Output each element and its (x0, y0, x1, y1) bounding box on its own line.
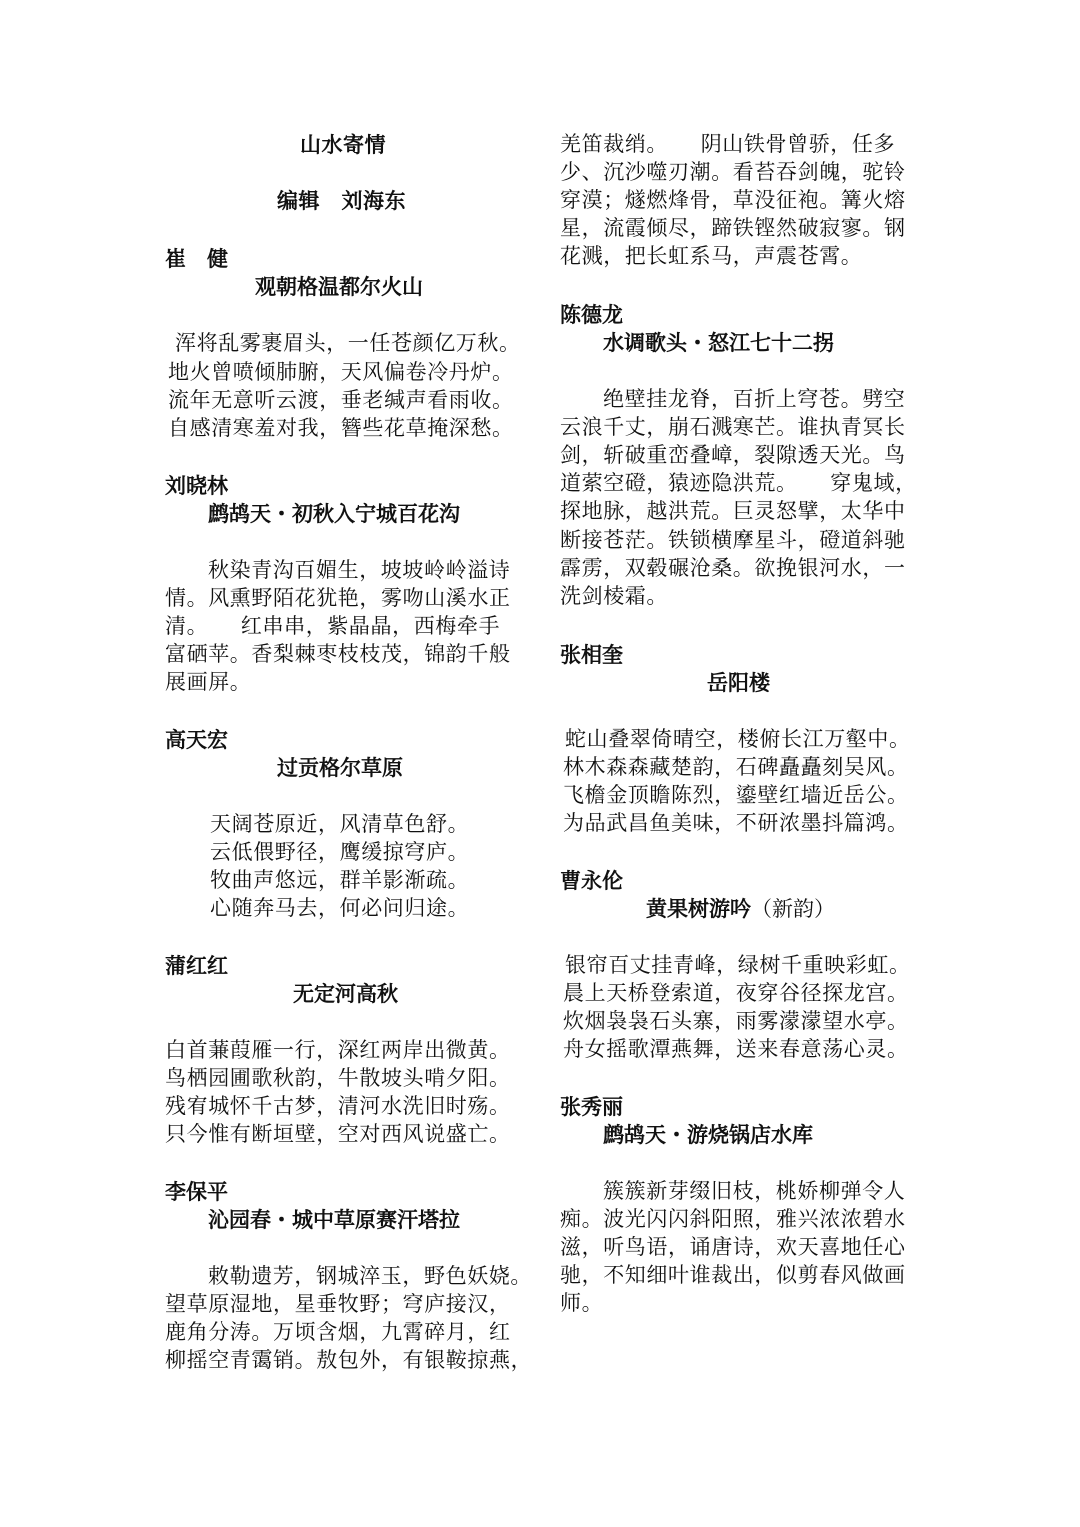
poem-line: 穿漠；燧燃烽骨，草没征袍。篝火熔 (560, 188, 906, 212)
poem-title: 水调歌头・怒江七十二拐 (603, 330, 834, 355)
poem-line: 敕勒遗芳，钢城淬玉，野色妖娆。 (208, 1264, 532, 1288)
poem-line: 清。 红串串，紫晶晶，西梅牵手 (165, 614, 501, 638)
poem-line: 少、沉沙噬刃潮。看苔吞剑魄，驼铃 (560, 160, 906, 184)
poem-title-note: （新韵） (751, 897, 835, 921)
poem-line: 展画屏。 (165, 670, 252, 694)
poem-line: 滋，听鸟语，诵唐诗，欢天喜地任心 (560, 1235, 906, 1259)
poem-line: 探地脉，越洪荒。巨灵怒擘，太华中 (560, 499, 906, 523)
poem-title (646, 898, 835, 920)
poem-line: 羌笛裁绡。 阴山铁骨曾骄，任多 (560, 132, 896, 156)
document-title: 山水寄情 (300, 132, 386, 157)
poem-line: 炊烟袅袅石头寨，雨雾濛濛望水亭。 (563, 1009, 909, 1033)
poem-line: 望草原湿地，星垂牧野；穹庐接汉， (165, 1292, 511, 1316)
poem-line: 蛇山叠翠倚晴空，楼俯长江万壑中。 (565, 727, 911, 751)
poem-line: 柳摇空青霭销。敖包外，有银鞍掠燕， (165, 1348, 533, 1372)
poem-author: 蒲红红 (165, 953, 228, 978)
poem-title: 沁园春・城中草原赛汗塔拉 (208, 1207, 460, 1232)
poem-author: 张秀丽 (560, 1094, 623, 1119)
poem-line: 云浪千丈，崩石溅寒芒。谁执青冥长 (560, 415, 906, 439)
poem-line: 舟女摇歌潭燕舞，送来春意荡心灵。 (563, 1037, 909, 1061)
poem-line: 自感清寒羞对我，簪些花草掩深愁。 (168, 416, 514, 440)
poem-line: 飞檐金顶瞻陈烈，鎏壁红墙近岳公。 (563, 783, 909, 807)
poem-line: 天阔苍原近，风清草色舒。 (210, 812, 470, 836)
poem-line: 断接苍茫。铁锁横摩星斗，磴道斜驰 (560, 528, 906, 552)
poem-line: 道萦空磴，猿迹隐洪荒。 穿鬼域， (560, 471, 917, 495)
poem-line: 富硒苹。香梨棘枣枝枝茂，锦韵千般 (165, 642, 511, 666)
poem-author: 李保平 (165, 1179, 228, 1204)
poem-title: 无定河高秋 (293, 981, 398, 1006)
poem-line: 林木森森藏楚韵，石碑矗矗刻吴风。 (563, 755, 909, 779)
poem-line: 残宥城怀千古梦，清河水洗旧时殇。 (165, 1094, 511, 1118)
poem-title: 岳阳楼 (707, 670, 770, 695)
poem-line: 流年无意听云渡，垂老缄声看雨收。 (168, 388, 514, 412)
poem-author: 曹永伦 (560, 868, 623, 893)
poem-line: 浑将乱雾裹眉头，一任苍颜亿万秋。 (175, 331, 521, 355)
poem-line: 花溅，把长虹系马，声震苍霄。 (560, 244, 863, 268)
poem-author: 高天宏 (165, 727, 228, 752)
poem-line: 秋染青沟百媚生，坡坡岭岭溢诗 (208, 558, 511, 582)
poem-author: 刘晓林 (165, 473, 228, 498)
poem-line: 簇簇新芽缀旧枝，桃娇柳弹令人 (603, 1179, 906, 1203)
poem-line: 剑，斩破重峦叠嶂，裂隙透天光。鸟 (560, 443, 906, 467)
poem-line: 鹿角分涛。万顷含烟，九霄碎月，红 (165, 1320, 511, 1344)
poem-line: 银帘百丈挂青峰，绿树千重映彩虹。 (565, 953, 911, 977)
poem-line: 白首蒹葭雁一行，深红两岸出微黄。 (165, 1038, 511, 1062)
poem-title: 观朝格温都尔火山 (255, 274, 423, 299)
poem-line: 云低偎野径，鹰缓掠穹庐。 (210, 840, 470, 864)
poem-line: 为品武昌鱼美味，不研浓墨抖篇鸿。 (563, 811, 909, 835)
poem-line: 情。风熏野陌花犹艳，雾吻山溪水正 (165, 586, 511, 610)
poem-line: 只今惟有断垣壁，空对西风说盛亡。 (165, 1122, 511, 1146)
poem-line: 洗剑棱霜。 (560, 584, 668, 608)
poem-author: 陈德龙 (560, 302, 623, 327)
poem-title: 鹧鸪天・游烧锅店水库 (603, 1122, 813, 1147)
poem-line: 痴。波光闪闪斜阳照，雅兴浓浓碧水 (560, 1207, 906, 1231)
poem-line: 晨上天桥登索道，夜穿谷径探龙宫。 (563, 981, 909, 1005)
poem-line: 地火曾喷倾肺腑，天风偏卷冷丹炉。 (168, 360, 514, 384)
poem-line: 牧曲声悠远，群羊影渐疏。 (210, 868, 470, 892)
poem-author: 张相奎 (560, 642, 623, 667)
poem-title: 过贡格尔草原 (277, 755, 403, 780)
poem-line: 驰，不知细叶谁裁出，似剪春风做画 (560, 1263, 906, 1287)
poem-title: 鹧鸪天・初秋入宁城百花沟 (208, 501, 460, 526)
poem-line: 星，流霞倾尽，蹄铁铿然破寂寥。钢 (560, 216, 906, 240)
poem-line: 霹雳，双毂碾沧桑。欲挽银河水，一 (560, 556, 906, 580)
poem-line: 绝壁挂龙脊，百折上穹苍。劈空 (603, 387, 906, 411)
poem-line: 鸟栖园圃歌秋韵，牛散坡头啃夕阳。 (165, 1066, 511, 1090)
poem-line: 心随奔马去，何必问归途。 (210, 896, 470, 920)
poem-line: 师。 (560, 1291, 604, 1315)
editor-credit: 编辑 刘海东 (277, 188, 406, 213)
poem-author: 崔 健 (165, 246, 228, 271)
poem-title-text: 黄果树游吟 (646, 896, 751, 921)
